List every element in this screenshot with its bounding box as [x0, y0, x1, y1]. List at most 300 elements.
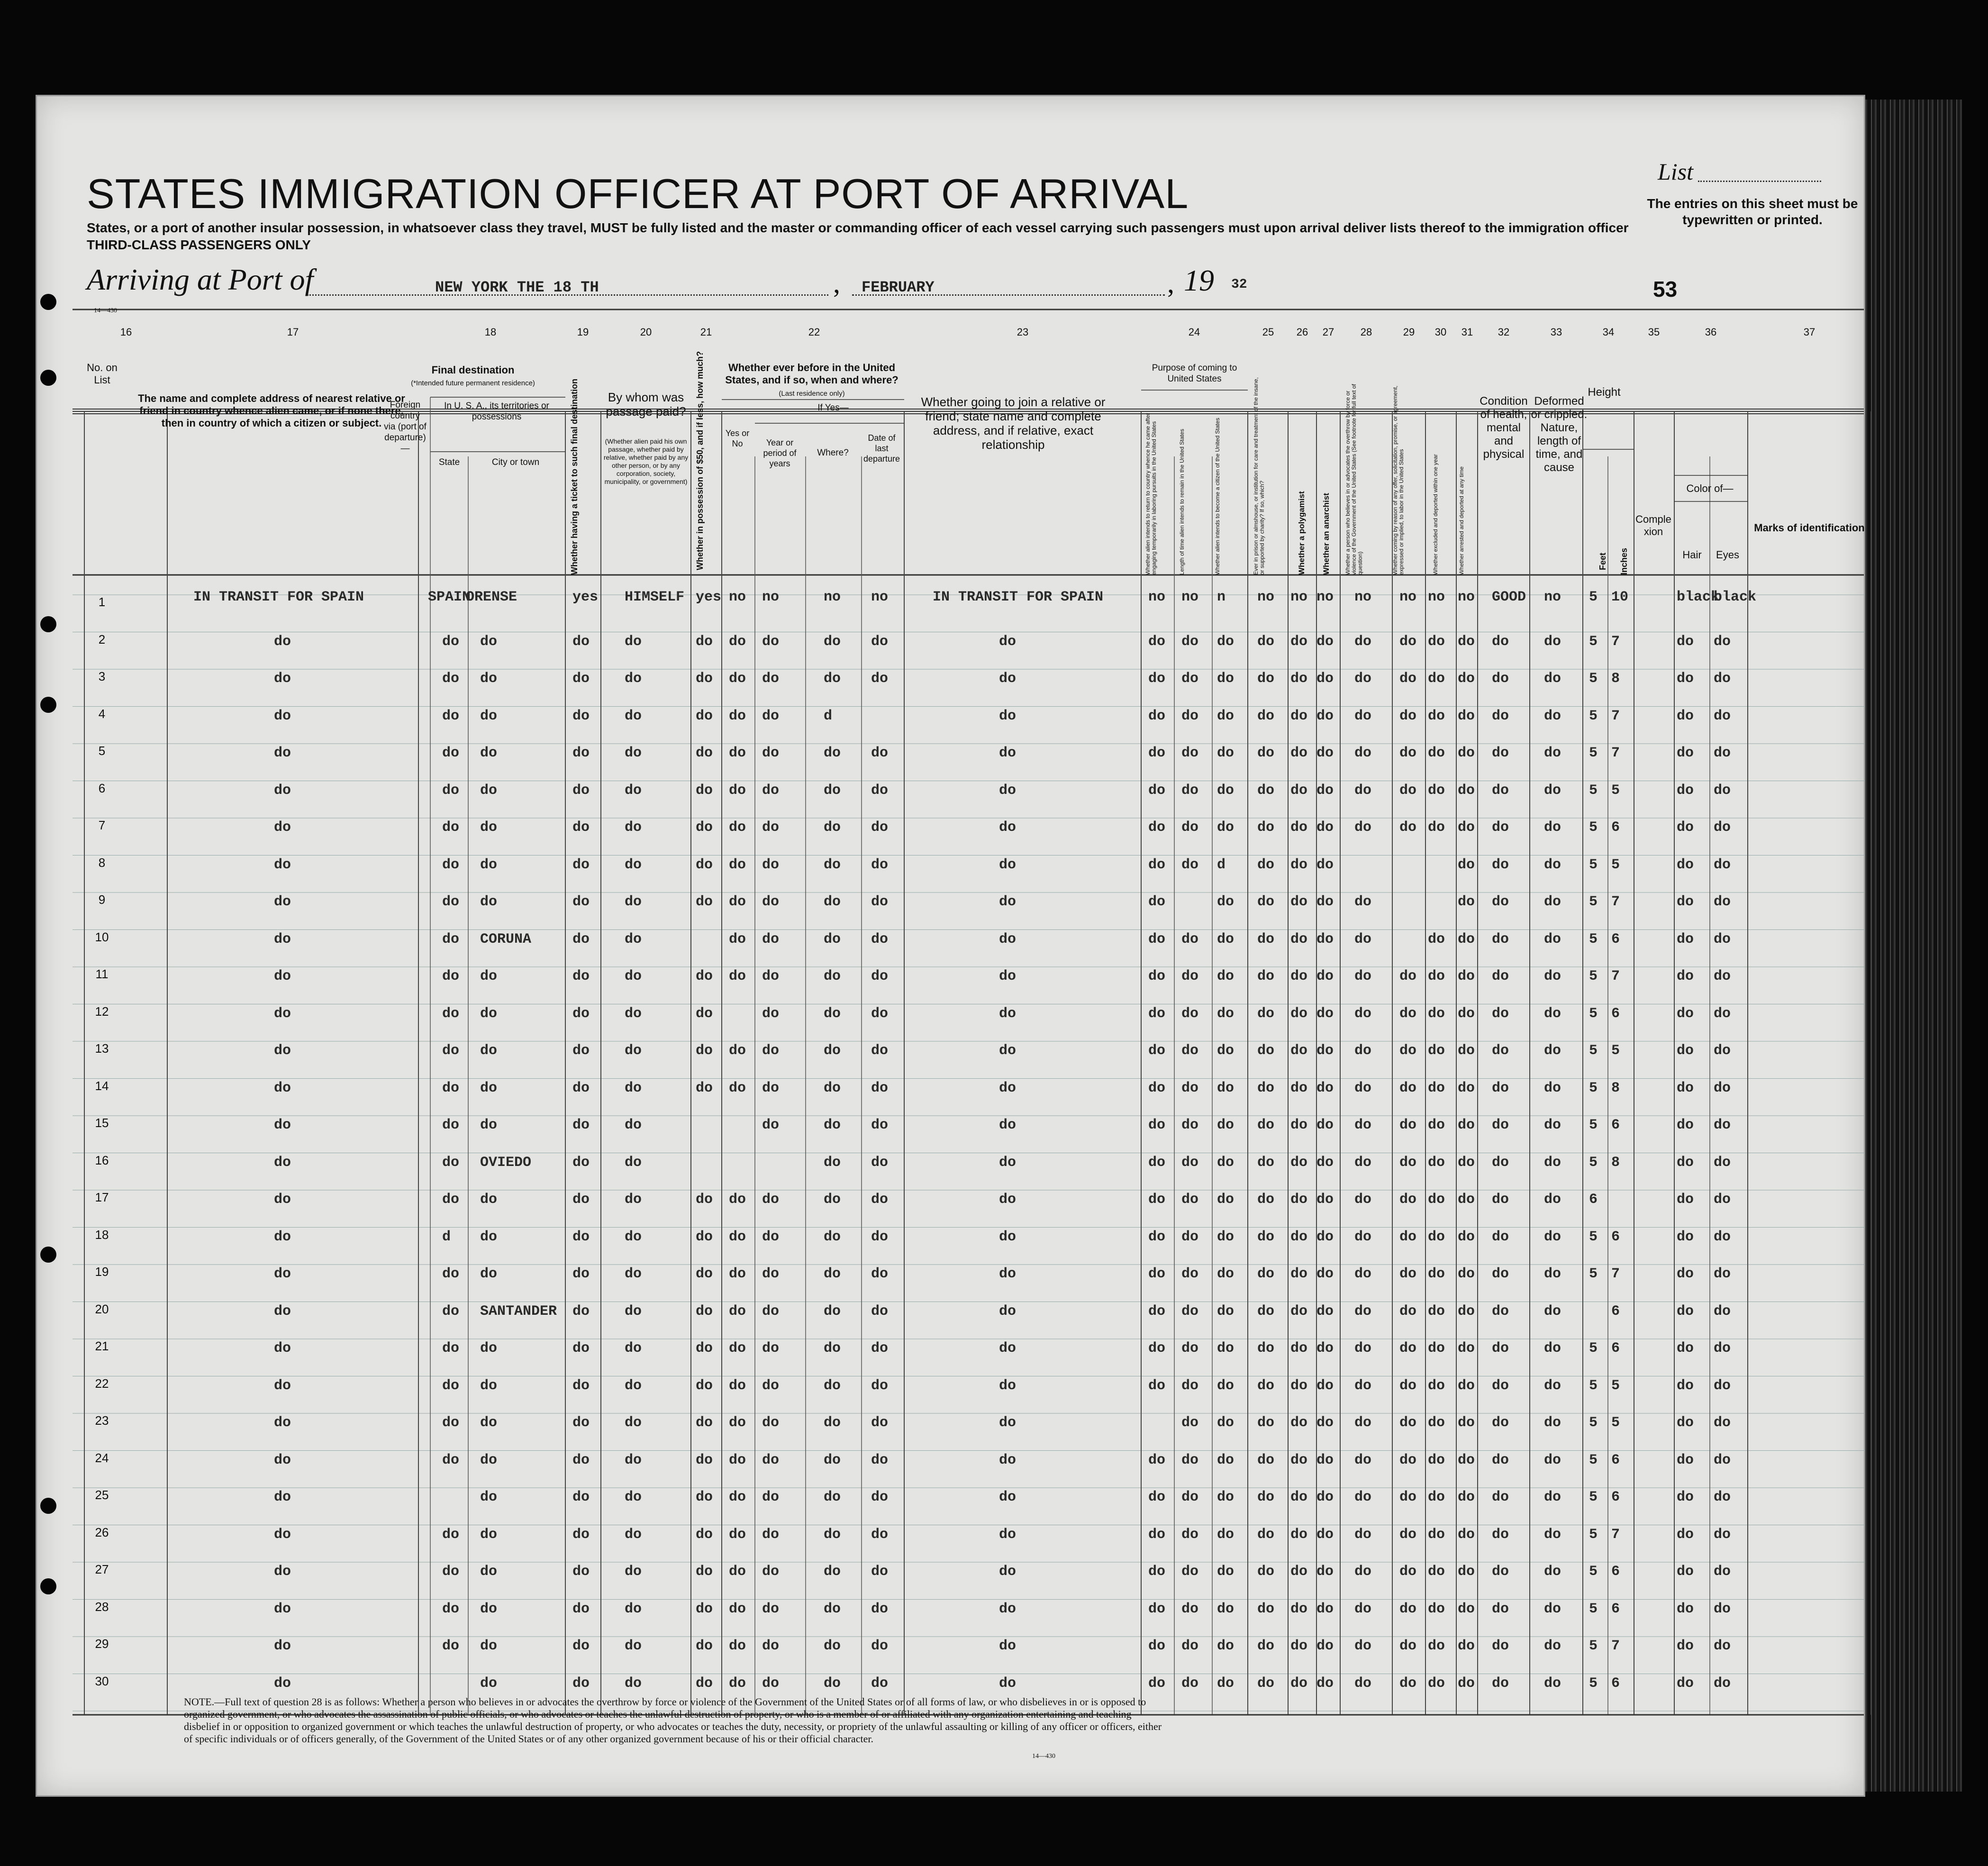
hair-cell: do — [1677, 1340, 1694, 1356]
yes-no-cell: do — [729, 1601, 746, 1617]
hair-cell: do — [1677, 1266, 1694, 1282]
paid-cell: do — [625, 1564, 642, 1580]
col-27-cell: do — [1316, 633, 1334, 650]
purpose-b-cell: do — [1181, 1415, 1199, 1431]
col-30-cell: do — [1428, 1043, 1445, 1059]
feet-cell: 5 — [1589, 1675, 1598, 1692]
date-cell: do — [871, 1154, 889, 1171]
column-number: 28 — [1360, 326, 1372, 338]
col-29-cell: do — [1399, 1117, 1417, 1133]
money-cell: do — [696, 968, 713, 984]
relative-cell: do — [274, 894, 291, 910]
state-cell: do — [442, 1638, 460, 1654]
col-28-cell: do — [1354, 1266, 1372, 1282]
deformed-cell: do — [1544, 1303, 1561, 1320]
col-27-cell: do — [1316, 1192, 1334, 1208]
ticket-cell: do — [572, 1340, 590, 1356]
row-number: 21 — [95, 1339, 109, 1353]
col-31-cell: do — [1458, 633, 1475, 650]
state-cell: do — [442, 782, 460, 799]
feet-cell: 5 — [1589, 931, 1598, 947]
col-25-cell: do — [1257, 1080, 1275, 1096]
col-31-cell: do — [1458, 782, 1475, 799]
purpose-c-cell: do — [1217, 968, 1235, 984]
feet-cell: 5 — [1589, 633, 1598, 650]
eyes-cell: do — [1714, 1564, 1731, 1580]
join-cell: do — [999, 894, 1017, 910]
state-cell: do — [442, 1266, 460, 1282]
feet-cell: 5 — [1589, 1377, 1598, 1394]
col-28-cell: do — [1354, 1005, 1372, 1022]
date-cell: do — [871, 1638, 889, 1654]
col-31-cell: no — [1458, 589, 1475, 605]
purpose-c-cell: do — [1217, 1340, 1235, 1356]
purpose-b-cell: do — [1181, 1601, 1199, 1617]
paid-cell: do — [625, 894, 642, 910]
col-25-cell: do — [1257, 745, 1275, 761]
purpose-c-cell: do — [1217, 671, 1235, 687]
purpose-b-cell: do — [1181, 1154, 1199, 1171]
join-cell: do — [999, 708, 1017, 724]
date-cell: do — [871, 856, 889, 873]
col-25-cell: do — [1257, 856, 1275, 873]
date-cell: do — [871, 745, 889, 761]
col-28-cell: do — [1354, 633, 1372, 650]
money-cell: do — [696, 633, 713, 650]
where-cell: do — [824, 1117, 841, 1133]
column-number: 31 — [1461, 326, 1473, 338]
col-36-header: Color of— — [1686, 482, 1734, 494]
eyes-cell: do — [1714, 1415, 1731, 1431]
purpose-c-cell: do — [1217, 1564, 1235, 1580]
where-cell: do — [824, 1229, 841, 1245]
paid-cell: do — [625, 1266, 642, 1282]
row-number: 27 — [95, 1562, 109, 1576]
purpose-a-cell: do — [1148, 931, 1166, 947]
city-cell: do — [480, 819, 498, 836]
eyes-cell: do — [1714, 708, 1731, 724]
col-37-header: Marks of identification — [1754, 522, 1865, 534]
col-31-cell: do — [1458, 1377, 1475, 1394]
col-29-cell: do — [1399, 1080, 1417, 1096]
col-30-cell: do — [1428, 1303, 1445, 1320]
hair-cell: do — [1677, 1415, 1694, 1431]
purpose-c-cell: do — [1217, 1080, 1235, 1096]
col-30-cell: do — [1428, 1192, 1445, 1208]
col-27-cell: do — [1316, 894, 1334, 910]
eyes-cell: do — [1714, 931, 1731, 947]
col-29-cell: do — [1399, 1229, 1417, 1245]
money-cell: do — [696, 1415, 713, 1431]
eyes-cell: do — [1714, 856, 1731, 873]
eyes-cell: do — [1714, 1192, 1731, 1208]
where-cell: do — [824, 671, 841, 687]
purpose-b-cell: do — [1181, 931, 1199, 947]
join-cell: do — [999, 633, 1017, 650]
column-number: 25 — [1262, 326, 1274, 338]
date-cell: do — [871, 1452, 889, 1468]
purpose-c-cell: do — [1217, 1675, 1235, 1692]
page-title: STATES IMMIGRATION OFFICER AT PORT OF ARRIVAL — [87, 170, 1189, 217]
col-29-cell: do — [1399, 1675, 1417, 1692]
col-31-cell: do — [1458, 1489, 1475, 1505]
purpose-c-cell: do — [1217, 745, 1235, 761]
hair-cell: do — [1677, 819, 1694, 836]
eyes-cell: do — [1714, 1266, 1731, 1282]
inches-cell: 8 — [1611, 671, 1620, 687]
where-cell: do — [824, 1340, 841, 1356]
col-24c-header: Whether alien intends to become a citizen of the United States — [1214, 418, 1221, 575]
feet-cell: 5 — [1589, 708, 1598, 724]
col-27-cell: do — [1316, 1229, 1334, 1245]
col-27-cell: do — [1316, 1601, 1334, 1617]
year-cell: do — [762, 1192, 780, 1208]
purpose-c-cell: do — [1217, 819, 1235, 836]
purpose-b-cell: do — [1181, 1675, 1199, 1692]
join-cell: do — [999, 1303, 1017, 1320]
col-24-header: Purpose of coming to United States — [1152, 363, 1237, 384]
col-20-header: By whom was passage paid? — [606, 390, 686, 419]
col-30-cell: do — [1428, 1340, 1445, 1356]
col-30-cell: do — [1428, 1489, 1445, 1505]
col-31-cell: do — [1458, 1229, 1475, 1245]
col-30-cell: do — [1428, 1601, 1445, 1617]
where-cell: do — [824, 968, 841, 984]
col-29-cell: do — [1399, 1564, 1417, 1580]
col-29-cell: do — [1399, 1526, 1417, 1543]
col-29-cell: do — [1399, 1266, 1417, 1282]
col-27-cell: do — [1316, 708, 1334, 724]
col-26-cell: do — [1290, 894, 1308, 910]
purpose-b-cell: do — [1181, 671, 1199, 687]
eyes-cell: do — [1714, 745, 1731, 761]
ticket-cell: do — [572, 1005, 590, 1022]
feet-cell: 5 — [1589, 1564, 1598, 1580]
relative-cell: do — [274, 1489, 291, 1505]
col-26-cell: do — [1290, 1601, 1308, 1617]
health-cell: do — [1492, 1377, 1509, 1394]
city-cell: do — [480, 1005, 498, 1022]
row-number: 1 — [98, 595, 106, 609]
paid-cell: do — [625, 745, 642, 761]
col-30-cell: do — [1428, 1452, 1445, 1468]
paid-cell: do — [625, 1601, 642, 1617]
state-cell: do — [442, 1117, 460, 1133]
col-31-cell: do — [1458, 1638, 1475, 1654]
money-cell: do — [696, 1601, 713, 1617]
col-28-cell: do — [1354, 894, 1372, 910]
date-cell: do — [871, 968, 889, 984]
feet-cell: 5 — [1589, 671, 1598, 687]
city-cell: do — [480, 782, 498, 799]
eyes-cell: do — [1714, 1154, 1731, 1171]
year-cell: do — [762, 931, 780, 947]
ticket-cell: do — [572, 1377, 590, 1394]
col-25-cell: do — [1257, 1154, 1275, 1171]
feet-cell: 5 — [1589, 589, 1598, 605]
deformed-cell: do — [1544, 782, 1561, 799]
column-number: 16 — [120, 326, 132, 338]
col-28-cell: do — [1354, 671, 1372, 687]
deformed-cell: do — [1544, 671, 1561, 687]
date-cell: do — [871, 931, 889, 947]
state-cell: do — [442, 1377, 460, 1394]
state-cell: do — [442, 671, 460, 687]
col-31-cell: do — [1458, 819, 1475, 836]
col-25-cell: do — [1257, 894, 1275, 910]
ticket-cell: do — [572, 633, 590, 650]
ticket-cell: do — [572, 1154, 590, 1171]
yes-no-cell: do — [729, 1043, 746, 1059]
where-cell: no — [824, 589, 841, 605]
col-34-inches: Inches — [1619, 547, 1629, 575]
where-cell: do — [824, 633, 841, 650]
col-25-cell: do — [1257, 1601, 1275, 1617]
col-18-state: State — [438, 457, 460, 467]
col-30-cell: do — [1428, 1266, 1445, 1282]
col-28-cell: do — [1354, 931, 1372, 947]
col-28-cell: do — [1354, 1601, 1372, 1617]
deformed-cell: do — [1544, 1340, 1561, 1356]
column-number: 18 — [484, 326, 497, 338]
comma: , — [833, 267, 840, 299]
col-26-cell: do — [1290, 633, 1308, 650]
column-number: 32 — [1498, 326, 1510, 338]
date-cell: do — [871, 1415, 889, 1431]
yes-no-cell: do — [729, 782, 746, 799]
year-cell: do — [762, 1005, 780, 1022]
feet-cell: 5 — [1589, 1601, 1598, 1617]
paid-cell: do — [625, 782, 642, 799]
col-28-cell: do — [1354, 1340, 1372, 1356]
eyes-cell: do — [1714, 1452, 1731, 1468]
deformed-cell: do — [1544, 894, 1561, 910]
year-suffix: 32 — [1231, 277, 1247, 292]
col-30-cell: do — [1428, 1675, 1445, 1692]
state-cell: do — [442, 1526, 460, 1543]
deformed-cell: do — [1544, 1377, 1561, 1394]
state-cell: do — [442, 1005, 460, 1022]
eyes-cell: do — [1714, 782, 1731, 799]
join-cell: do — [999, 1489, 1017, 1505]
ticket-cell: do — [572, 894, 590, 910]
city-cell: do — [480, 1564, 498, 1580]
row-number: 3 — [98, 669, 106, 683]
col-27-cell: do — [1316, 1564, 1334, 1580]
col-35-header: Complexion — [1635, 513, 1671, 537]
purpose-c-cell: do — [1217, 1154, 1235, 1171]
inches-cell: 7 — [1611, 745, 1620, 761]
eyes-cell: do — [1714, 633, 1731, 650]
yes-no-cell: do — [729, 671, 746, 687]
city-cell: do — [480, 1080, 498, 1096]
health-cell: do — [1492, 708, 1509, 724]
relative-cell: do — [274, 708, 291, 724]
col-27-cell: do — [1316, 1526, 1334, 1543]
health-cell: do — [1492, 782, 1509, 799]
purpose-b-cell: do — [1181, 782, 1199, 799]
col-28-header: Whether a person who believes in or advocates the overthrow by force or violence of the Government of the United States (See footnote for full text of question) — [1344, 384, 1363, 575]
deformed-cell: do — [1544, 1154, 1561, 1171]
col-33-header: Deformed or crippled. Nature, length of time, and cause — [1531, 395, 1588, 474]
col-18-city: City or town — [491, 457, 540, 467]
where-cell: do — [824, 1154, 841, 1171]
purpose-b-cell: do — [1181, 1266, 1199, 1282]
row-number: 22 — [95, 1376, 109, 1391]
column-number: 21 — [700, 326, 712, 338]
column-number: 17 — [287, 326, 299, 338]
col-30-cell: do — [1428, 708, 1445, 724]
col-26-cell: do — [1290, 1340, 1308, 1356]
purpose-a-cell: do — [1148, 819, 1166, 836]
col-34-feet: Feet — [1598, 552, 1607, 570]
col-16-header: No. on List — [87, 362, 118, 386]
purpose-b-cell: do — [1181, 1526, 1199, 1543]
eyes-cell: do — [1714, 1601, 1731, 1617]
paid-cell: do — [625, 1229, 642, 1245]
year-cell: do — [762, 968, 780, 984]
year-cell: do — [762, 894, 780, 910]
year-cell: do — [762, 1266, 780, 1282]
row-number: 6 — [98, 781, 106, 795]
manifest-sheet — [36, 95, 1865, 1797]
purpose-b-cell: do — [1181, 1192, 1199, 1208]
col-25-cell: do — [1257, 1452, 1275, 1468]
col-30-cell: do — [1428, 1154, 1445, 1171]
col-30-cell: do — [1428, 1564, 1445, 1580]
instructions-text: States, or a port of another insular possession, in whatsoever class they travel, MUST be fully listed and the master or commanding officer of each vessel carrying such passengers must upon arrival deliver lists thereof to the immigration officer — [87, 220, 1629, 235]
health-cell: do — [1492, 856, 1509, 873]
purpose-a-cell: do — [1148, 1117, 1166, 1133]
col-21-header: Whether in possession of $50, and if less, how much? — [695, 351, 705, 570]
row-number: 5 — [98, 744, 106, 758]
col-31-cell: do — [1458, 745, 1475, 761]
hair-cell: do — [1677, 671, 1694, 687]
city-cell: do — [480, 1229, 498, 1245]
paid-cell: do — [625, 1526, 642, 1543]
hair-cell: do — [1677, 894, 1694, 910]
col-28-cell: do — [1354, 708, 1372, 724]
purpose-a-cell: no — [1148, 589, 1166, 605]
col-29-cell: do — [1399, 1377, 1417, 1394]
col-31-cell: do — [1458, 1303, 1475, 1320]
paid-cell: do — [625, 856, 642, 873]
money-cell: do — [696, 894, 713, 910]
yes-no-cell: no — [729, 589, 746, 605]
purpose-a-cell: do — [1148, 1564, 1166, 1580]
row-number: 8 — [98, 855, 106, 870]
where-cell: do — [824, 819, 841, 836]
purpose-c-cell: do — [1217, 931, 1235, 947]
col-28-cell: do — [1354, 968, 1372, 984]
date-cell: do — [871, 1377, 889, 1394]
purpose-a-cell: do — [1148, 782, 1166, 799]
column-number: 22 — [808, 326, 820, 338]
relative-cell: do — [274, 1229, 291, 1245]
col-30-cell: do — [1428, 1415, 1445, 1431]
col-27-cell: do — [1316, 931, 1334, 947]
col-25-cell: do — [1257, 633, 1275, 650]
column-number: 36 — [1705, 326, 1717, 338]
col-25-cell: do — [1257, 931, 1275, 947]
paid-cell: do — [625, 1043, 642, 1059]
health-cell: do — [1492, 1080, 1509, 1096]
join-cell: do — [999, 1564, 1017, 1580]
health-cell: do — [1492, 1154, 1509, 1171]
money-cell: do — [696, 782, 713, 799]
col-27-cell: do — [1316, 1340, 1334, 1356]
column-number: 33 — [1550, 326, 1562, 338]
join-cell: do — [999, 1526, 1017, 1543]
city-cell: do — [480, 708, 498, 724]
col-25-cell: do — [1257, 1638, 1275, 1654]
date-cell: do — [871, 1080, 889, 1096]
col-30-cell: do — [1428, 931, 1445, 947]
purpose-c-cell: do — [1217, 1638, 1235, 1654]
col-30-cell: do — [1428, 819, 1445, 836]
column-number: 27 — [1322, 326, 1334, 338]
col-31-cell: do — [1458, 1564, 1475, 1580]
date-cell: do — [871, 1489, 889, 1505]
col-26-cell: do — [1290, 1266, 1308, 1282]
purpose-c-cell: do — [1217, 1192, 1235, 1208]
join-cell: do — [999, 819, 1017, 836]
money-cell: do — [696, 1526, 713, 1543]
purpose-c-cell: do — [1217, 1005, 1235, 1022]
eyes-cell: do — [1714, 968, 1731, 984]
relative-cell: do — [274, 1415, 291, 1431]
where-cell: do — [824, 1192, 841, 1208]
col-27-cell: no — [1316, 589, 1334, 605]
col-25-cell: do — [1257, 1489, 1275, 1505]
yes-no-cell: do — [729, 1303, 746, 1320]
yes-no-cell: do — [729, 1564, 746, 1580]
col-25-header: Ever in prison or almshouse, or institution for care and treatment of the insane, or supported by charity? If so, which? — [1253, 377, 1265, 575]
city-cell: SANTANDER — [480, 1303, 557, 1320]
year-cell: do — [762, 1675, 780, 1692]
purpose-b-cell: do — [1181, 1043, 1199, 1059]
col-29-cell: do — [1399, 1192, 1417, 1208]
join-cell: do — [999, 1415, 1017, 1431]
col-30-cell: do — [1428, 1080, 1445, 1096]
col-25-cell: do — [1257, 1229, 1275, 1245]
col-31-cell: do — [1458, 671, 1475, 687]
city-cell: do — [480, 1675, 498, 1692]
health-cell: do — [1492, 745, 1509, 761]
col-26-cell: do — [1290, 1005, 1308, 1022]
column-number: 29 — [1403, 326, 1415, 338]
col-18-foreign: Foreign country via (port of departure)— — [384, 400, 427, 454]
col-30-cell: do — [1428, 1377, 1445, 1394]
col-18-header: Final destination — [431, 364, 515, 376]
deformed-cell: do — [1544, 1229, 1561, 1245]
purpose-c-cell: do — [1217, 1489, 1235, 1505]
yes-no-cell: do — [729, 931, 746, 947]
join-cell: do — [999, 1601, 1017, 1617]
money-cell: do — [696, 1638, 713, 1654]
col-28-cell: do — [1354, 1080, 1372, 1096]
city-cell: do — [480, 1526, 498, 1543]
hair-cell: do — [1677, 1229, 1694, 1245]
hair-cell: do — [1677, 782, 1694, 799]
col-27-cell: do — [1316, 1117, 1334, 1133]
yes-no-cell: do — [729, 1192, 746, 1208]
relative-cell: do — [274, 931, 291, 947]
paid-cell: do — [625, 1192, 642, 1208]
col-25-cell: do — [1257, 1043, 1275, 1059]
state-cell: do — [442, 894, 460, 910]
row-number: 10 — [95, 929, 109, 944]
